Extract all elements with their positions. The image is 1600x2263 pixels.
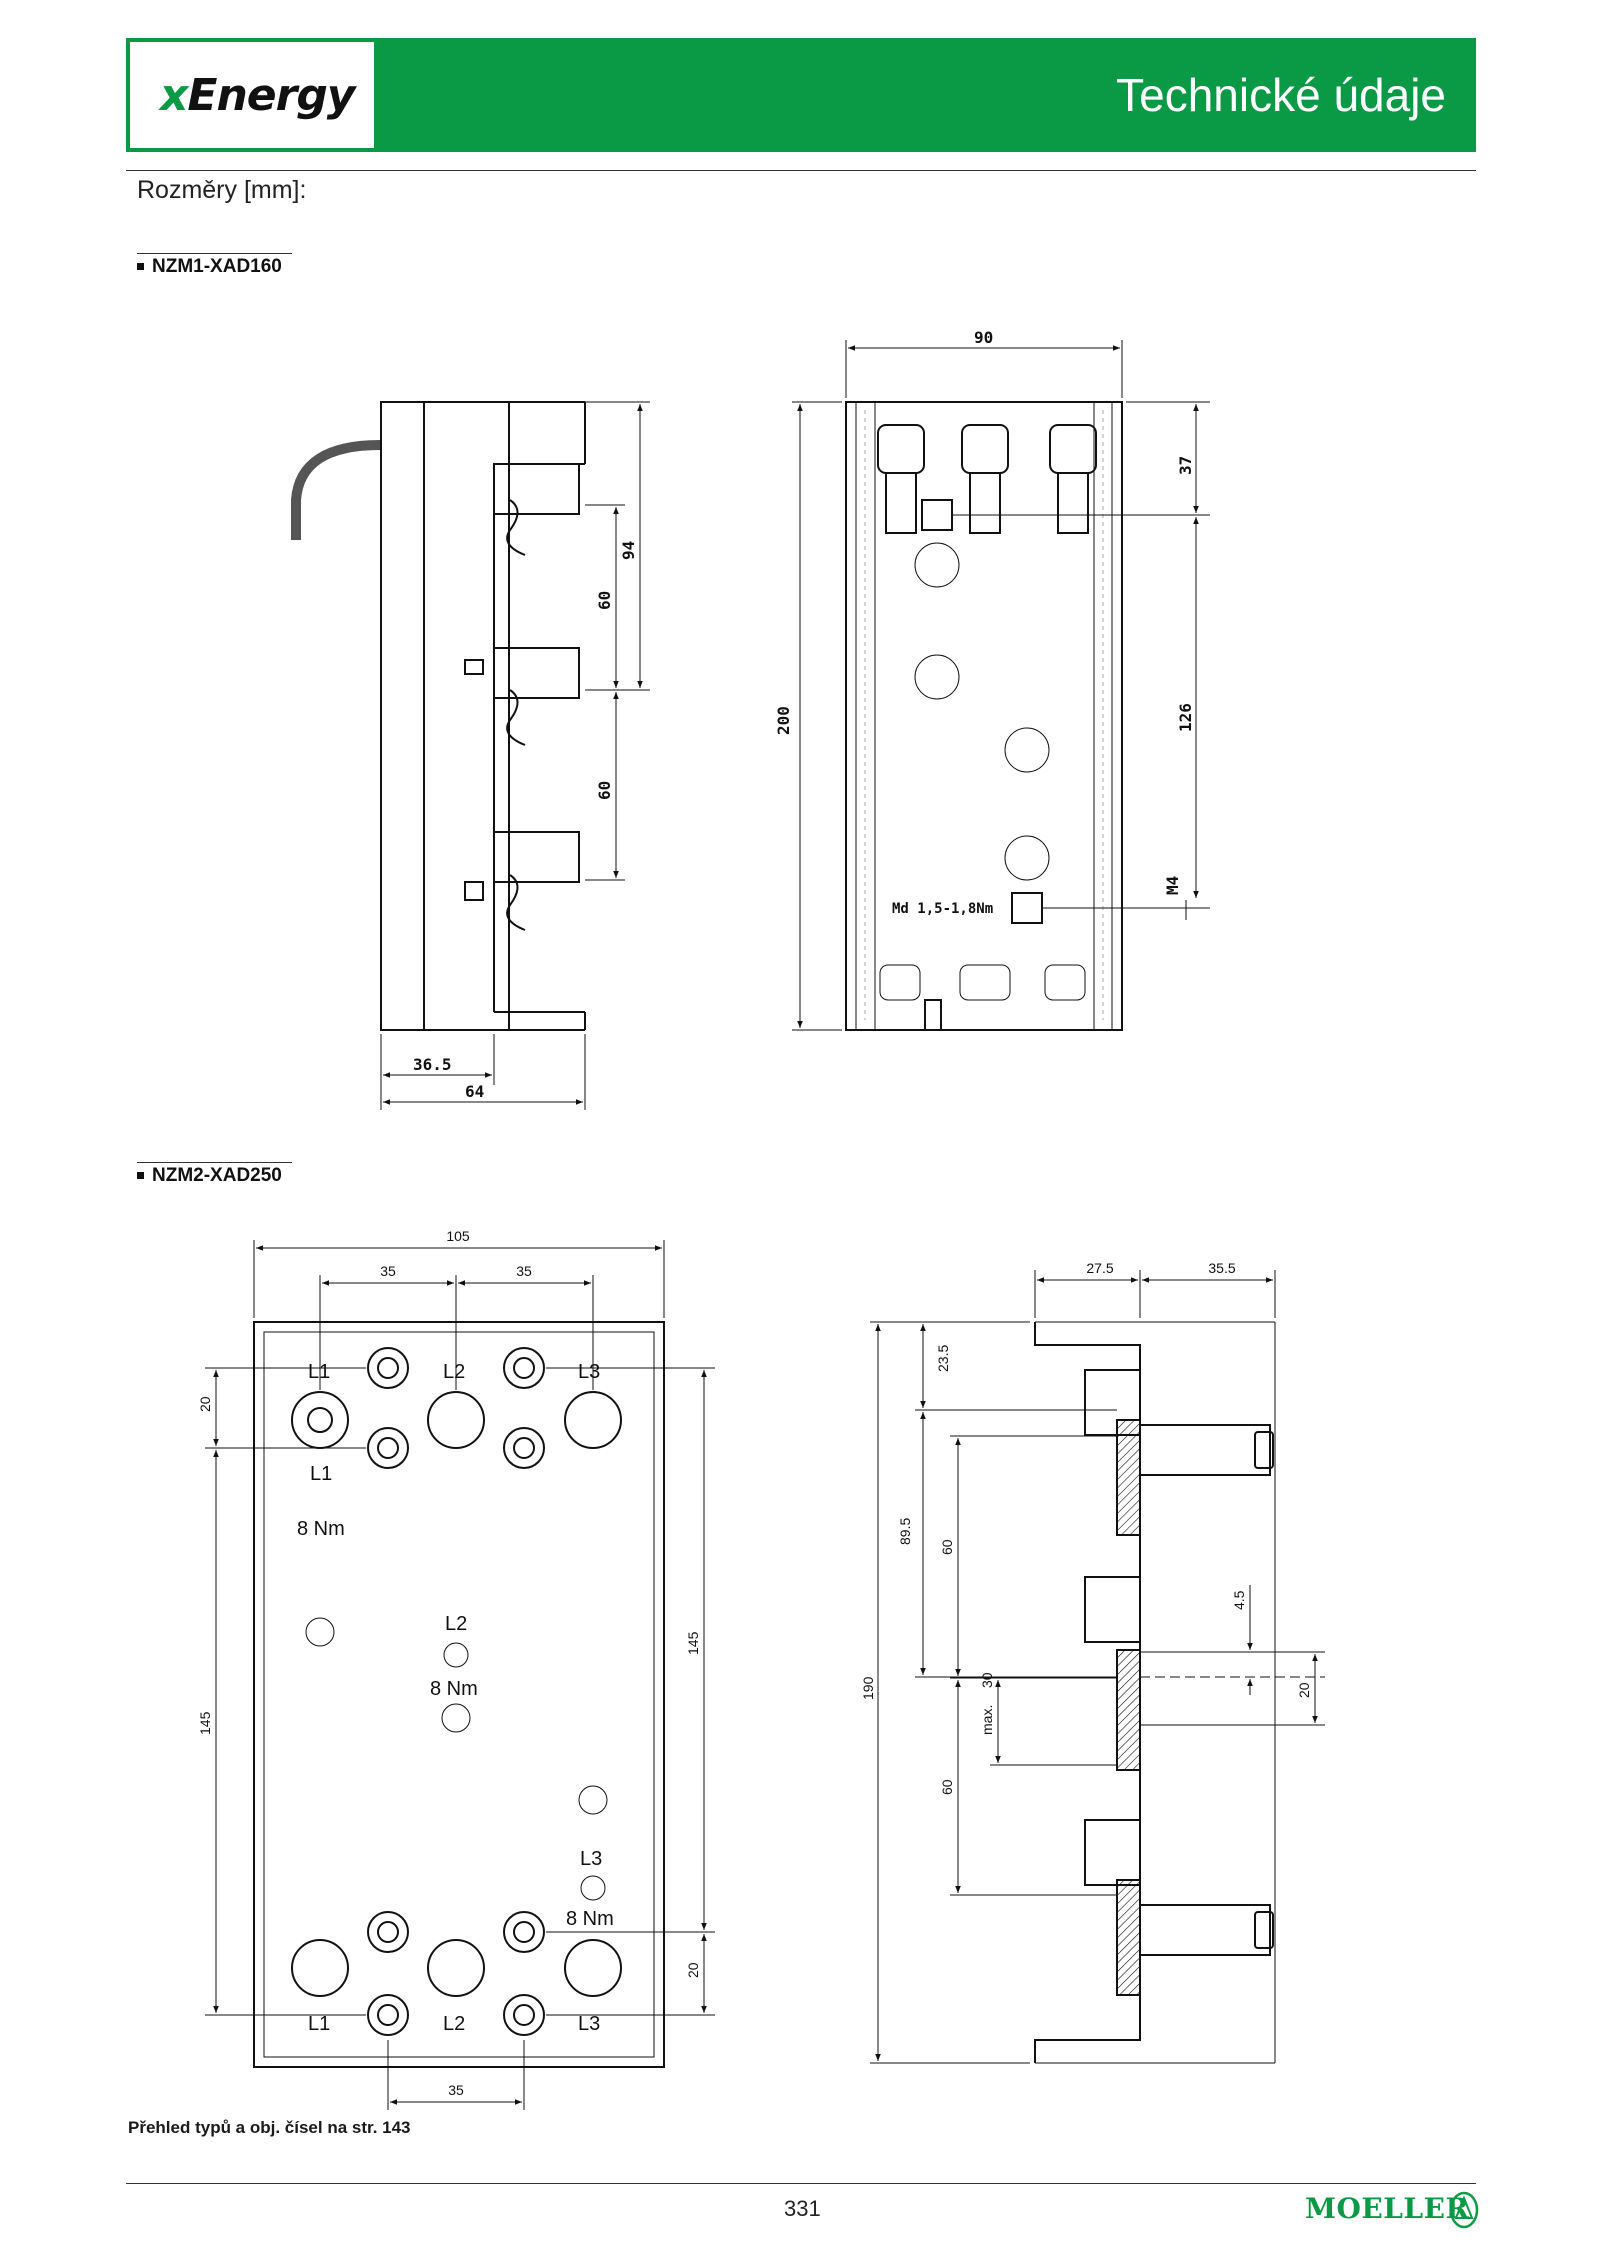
- svg-text:L2: L2: [443, 1361, 466, 1383]
- page-title: Technické údaje: [1116, 69, 1446, 121]
- svg-text:190: 190: [860, 1676, 876, 1700]
- page-number: 331: [784, 2196, 821, 2221]
- svg-text:60: 60: [939, 1539, 955, 1555]
- svg-text:L3: L3: [580, 1848, 603, 1870]
- svg-text:20: 20: [1296, 1682, 1312, 1698]
- nzm1-front-dim-labels: [774, 328, 1195, 917]
- dimensions-heading: Rozměry [mm]:: [137, 176, 307, 204]
- svg-text:8 Nm: 8 Nm: [430, 1678, 478, 1700]
- svg-text:L1: L1: [308, 1361, 331, 1383]
- svg-text:60: 60: [939, 1779, 955, 1795]
- moeller-emblem-icon: [1448, 2190, 1480, 2230]
- svg-text:L2: L2: [445, 1613, 468, 1635]
- svg-text:60: 60: [595, 590, 614, 610]
- svg-text:64: 64: [465, 1082, 485, 1101]
- svg-text:35.5: 35.5: [1208, 1260, 1236, 1276]
- svg-text:94: 94: [619, 540, 638, 560]
- footer-note: Přehled typů a obj. čísel na str. 143: [128, 2118, 411, 2137]
- svg-text:36.5: 36.5: [413, 1055, 452, 1074]
- svg-text:L2: L2: [443, 2013, 466, 2035]
- nzm1-side-dim-labels: [413, 541, 638, 1101]
- svg-text:145: 145: [685, 1631, 701, 1655]
- svg-text:L1: L1: [308, 2013, 331, 2035]
- svg-text:23.5: 23.5: [935, 1344, 951, 1372]
- svg-text:126: 126: [1176, 703, 1195, 732]
- svg-text:200: 200: [774, 706, 793, 735]
- svg-text:L3: L3: [578, 1361, 601, 1383]
- footer-rule: [126, 2183, 1476, 2184]
- nzm1-side-view: [296, 402, 585, 1030]
- nzm1-side-dims: [381, 402, 650, 1110]
- moeller-logo: MOELLER: [1305, 2192, 1470, 2225]
- svg-text:20: 20: [685, 1962, 701, 1978]
- nzm2-front-dim-labels: [197, 1228, 701, 2098]
- svg-text:105: 105: [446, 1228, 470, 1244]
- section1-label: NZM1-XAD160: [137, 256, 282, 278]
- svg-text:90: 90: [974, 328, 994, 347]
- svg-text:145: 145: [197, 1711, 213, 1735]
- svg-text:Md 1,5-1,8Nm: Md 1,5-1,8Nm: [892, 901, 994, 917]
- svg-text:37: 37: [1176, 455, 1195, 475]
- nzm2-phase-labels: [297, 1361, 614, 2035]
- svg-text:8 Nm: 8 Nm: [566, 1908, 614, 1930]
- svg-text:30: 30: [979, 1672, 995, 1688]
- nzm1-front-dims: [792, 340, 1210, 1030]
- svg-text:35: 35: [380, 1263, 396, 1279]
- svg-text:27.5: 27.5: [1086, 1260, 1114, 1276]
- svg-text:89.5: 89.5: [897, 1517, 913, 1545]
- xenergy-logo: xEnergy: [160, 70, 355, 121]
- nzm2-side-dim-labels: [860, 1260, 1312, 1795]
- svg-text:20: 20: [197, 1396, 213, 1412]
- svg-text:60: 60: [595, 780, 614, 800]
- svg-text:M4: M4: [1163, 875, 1182, 895]
- nzm2-side-view: [1035, 1322, 1275, 2063]
- svg-text:max.: max.: [979, 1704, 995, 1735]
- svg-text:8 Nm: 8 Nm: [297, 1518, 345, 1540]
- svg-text:35: 35: [448, 2082, 464, 2098]
- section2-label: NZM2-XAD250: [137, 1165, 282, 1187]
- nzm1-front-view: [846, 402, 1122, 1030]
- nzm2-side-dims: [870, 1270, 1325, 2063]
- svg-text:4.5: 4.5: [1231, 1590, 1247, 1610]
- svg-text:L1: L1: [310, 1463, 333, 1485]
- svg-text:L3: L3: [578, 2013, 601, 2035]
- svg-text:35: 35: [516, 1263, 532, 1279]
